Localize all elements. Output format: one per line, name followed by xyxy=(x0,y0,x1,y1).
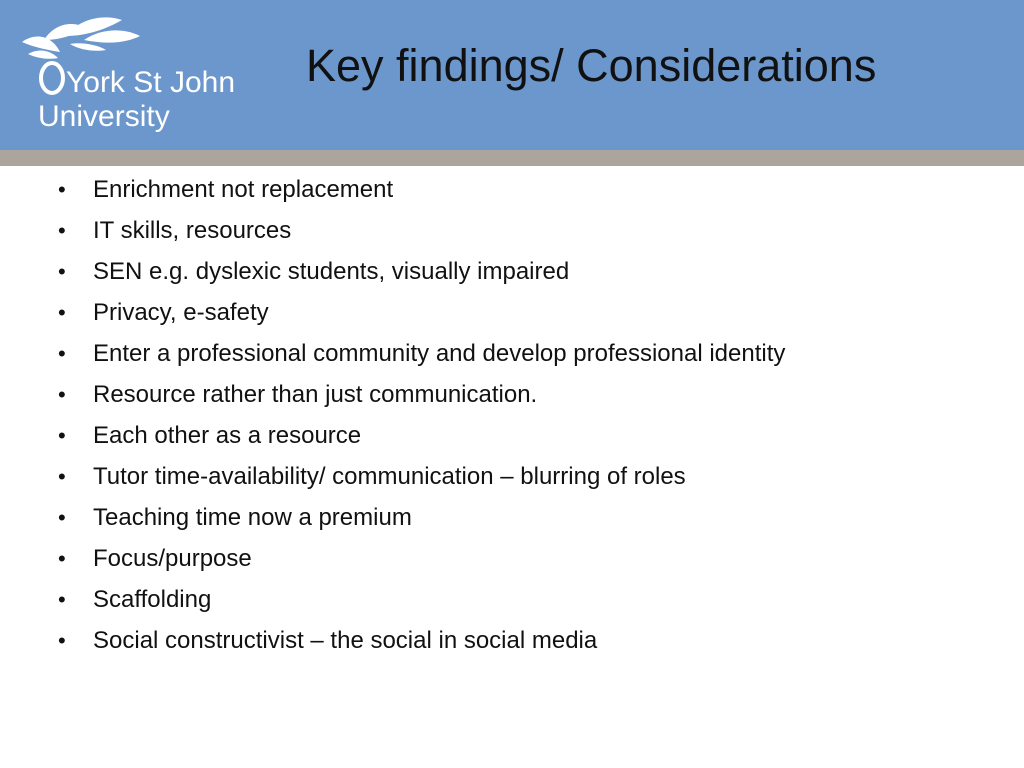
bullet-item xyxy=(0,210,1024,251)
bullet-item xyxy=(0,579,1024,620)
bullet-marker: • xyxy=(58,300,66,325)
bullet-marker: • xyxy=(58,259,66,284)
bullet-marker: • xyxy=(58,628,66,653)
bullet-item xyxy=(0,251,1024,292)
bullet-text: Social constructivist – the social in social media xyxy=(93,627,598,654)
bullet-marker: • xyxy=(58,341,66,366)
bullet-marker: • xyxy=(58,218,66,243)
bullet-item xyxy=(0,497,1024,538)
bullet-item xyxy=(0,620,1024,661)
bullet-item xyxy=(0,333,1024,374)
bullet-item xyxy=(0,374,1024,415)
bullet-item xyxy=(0,538,1024,579)
bullet-text: Teaching time now a premium xyxy=(93,504,412,531)
bullet-marker: • xyxy=(58,505,66,530)
logo-line-2: University xyxy=(38,100,170,133)
bullet-text: Resource rather than just communication. xyxy=(93,381,538,408)
bullet-text: Tutor time-availability/ communication – blurring of roles xyxy=(93,463,686,490)
bullet-marker: • xyxy=(58,546,66,571)
bullet-text: Scaffolding xyxy=(93,586,212,613)
bullet-marker: • xyxy=(58,382,66,407)
university-logo-graphic xyxy=(14,14,284,142)
bullet-marker: • xyxy=(58,423,66,448)
bullet-text: Privacy, e-safety xyxy=(93,299,269,326)
university-logo xyxy=(14,14,284,142)
bullet-marker: • xyxy=(58,177,66,202)
bullet-marker: • xyxy=(58,587,66,612)
logo-line-1: York St John xyxy=(66,66,235,99)
rose-ring-icon xyxy=(41,63,63,93)
bullet-text: Focus/purpose xyxy=(93,545,252,572)
bullet-text: Enrichment not replacement xyxy=(93,176,394,203)
title-bar-divider xyxy=(0,150,1024,166)
bullet-text: Enter a professional community and develop professional identity xyxy=(93,340,786,367)
rose-leaf-icon xyxy=(22,17,140,58)
bullet-item xyxy=(0,456,1024,497)
bullet-item xyxy=(0,415,1024,456)
bullet-marker: • xyxy=(58,464,66,489)
bullet-item xyxy=(0,169,1024,210)
bullet-text: SEN e.g. dyslexic students, visually impaired xyxy=(93,258,570,285)
bullet-item xyxy=(0,292,1024,333)
bullet-text: IT skills, resources xyxy=(93,217,292,244)
bullet-list xyxy=(0,169,1024,661)
slide-title: Key findings/ Considerations xyxy=(306,40,877,91)
bullet-text: Each other as a resource xyxy=(93,422,362,449)
